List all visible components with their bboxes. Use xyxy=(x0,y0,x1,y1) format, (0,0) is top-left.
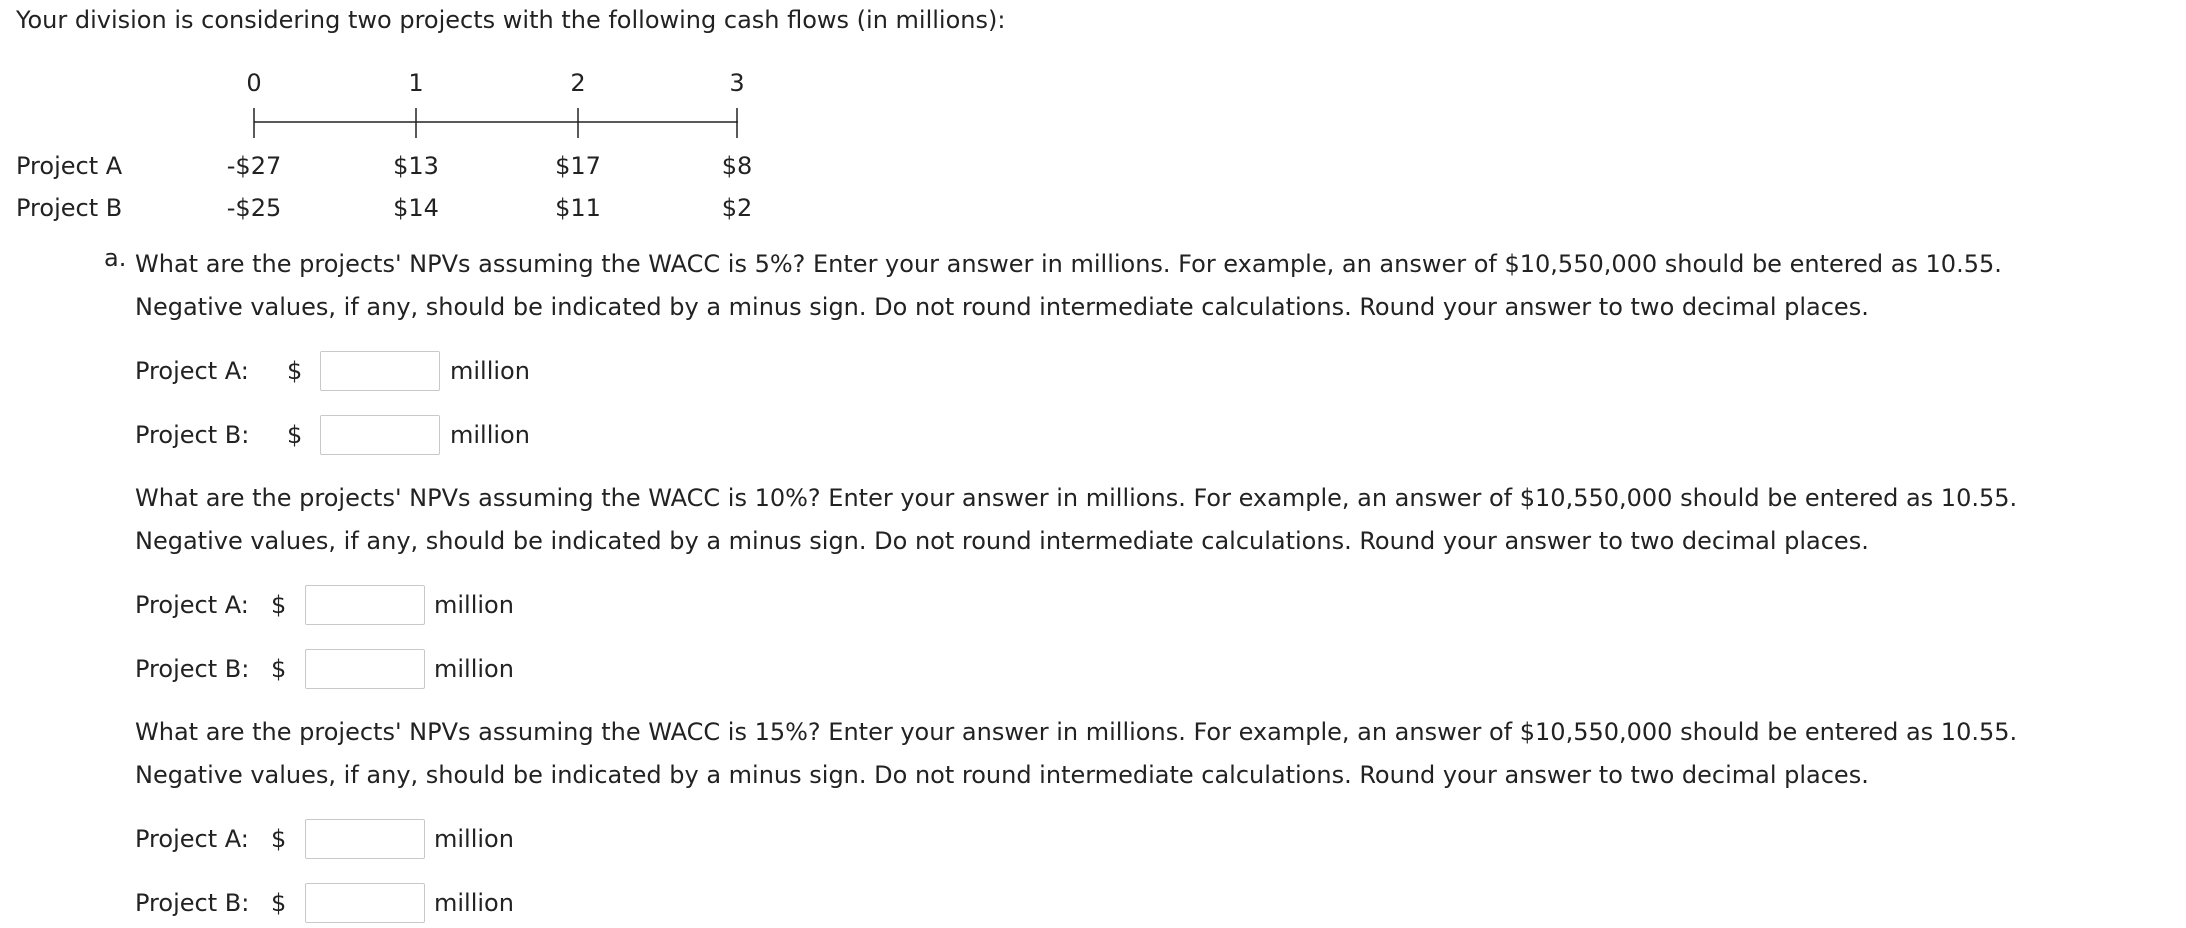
period-label-1: 1 xyxy=(408,69,424,97)
answer-label-project-a: Project A: xyxy=(135,825,249,853)
answer-label-project-a: Project A: xyxy=(135,357,249,385)
unit-label: million xyxy=(450,421,530,449)
npv-input-project-a-wacc-15[interactable] xyxy=(305,819,425,859)
period-label-2: 2 xyxy=(570,69,586,97)
project-a-cf-1: $13 xyxy=(393,152,439,180)
answer-label-project-b: Project B: xyxy=(135,655,250,683)
question-text-line2: Negative values, if any, should be indicated by a minus sign. Do not round intermediate calculations. Round your answer to two decimal places. xyxy=(135,761,1869,789)
project-a-cf-2: $17 xyxy=(555,152,601,180)
unit-label: million xyxy=(450,357,530,385)
question-prefix: a. xyxy=(104,244,127,272)
project-b-cf-3: $2 xyxy=(721,194,753,222)
question-text-line1: What are the projects' NPVs assuming the WACC is 5%? Enter your answer in millions. For example, an answer of $10,550,000 should be entered as 10.55. xyxy=(135,250,2002,278)
project-b-cf-0: -$25 xyxy=(226,194,282,222)
npv-input-project-b-wacc-5[interactable] xyxy=(320,415,440,455)
project-a-cf-0: -$27 xyxy=(226,152,282,180)
problem-intro: Your division is considering two projects with the following cash flows (in millions): xyxy=(16,6,1006,34)
project-a-label: Project A xyxy=(16,152,123,180)
question-text-line2: Negative values, if any, should be indicated by a minus sign. Do not round intermediate calculations. Round your answer to two decimal places. xyxy=(135,527,1869,555)
unit-label: million xyxy=(434,889,514,917)
npv-input-project-b-wacc-10[interactable] xyxy=(305,649,425,689)
period-label-0: 0 xyxy=(246,69,262,97)
answer-label-project-b: Project B: xyxy=(135,421,250,449)
npv-input-project-a-wacc-5[interactable] xyxy=(320,351,440,391)
question-text-line2: Negative values, if any, should be indicated by a minus sign. Do not round intermediate calculations. Round your answer to two decimal places. xyxy=(135,293,1869,321)
timeline-axis xyxy=(0,0,2186,160)
npv-input-project-b-wacc-15[interactable] xyxy=(305,883,425,923)
project-a-cf-3: $8 xyxy=(721,152,753,180)
answer-label-project-b: Project B: xyxy=(135,889,250,917)
period-label-3: 3 xyxy=(729,69,745,97)
unit-label: million xyxy=(434,591,514,619)
currency-symbol: $ xyxy=(271,825,287,853)
currency-symbol: $ xyxy=(271,889,287,917)
unit-label: million xyxy=(434,655,514,683)
currency-symbol: $ xyxy=(271,591,287,619)
project-b-cf-2: $11 xyxy=(555,194,601,222)
currency-symbol: $ xyxy=(287,421,303,449)
currency-symbol: $ xyxy=(287,357,303,385)
npv-input-project-a-wacc-10[interactable] xyxy=(305,585,425,625)
question-text-line1: What are the projects' NPVs assuming the WACC is 10%? Enter your answer in millions. For example, an answer of $10,550,000 should be entered as 10.55. xyxy=(135,484,2018,512)
question-text-line1: What are the projects' NPVs assuming the WACC is 15%? Enter your answer in millions. For example, an answer of $10,550,000 should be entered as 10.55. xyxy=(135,718,2018,746)
currency-symbol: $ xyxy=(271,655,287,683)
answer-label-project-a: Project A: xyxy=(135,591,249,619)
project-b-cf-1: $14 xyxy=(393,194,439,222)
unit-label: million xyxy=(434,825,514,853)
project-b-label: Project B xyxy=(16,194,123,222)
